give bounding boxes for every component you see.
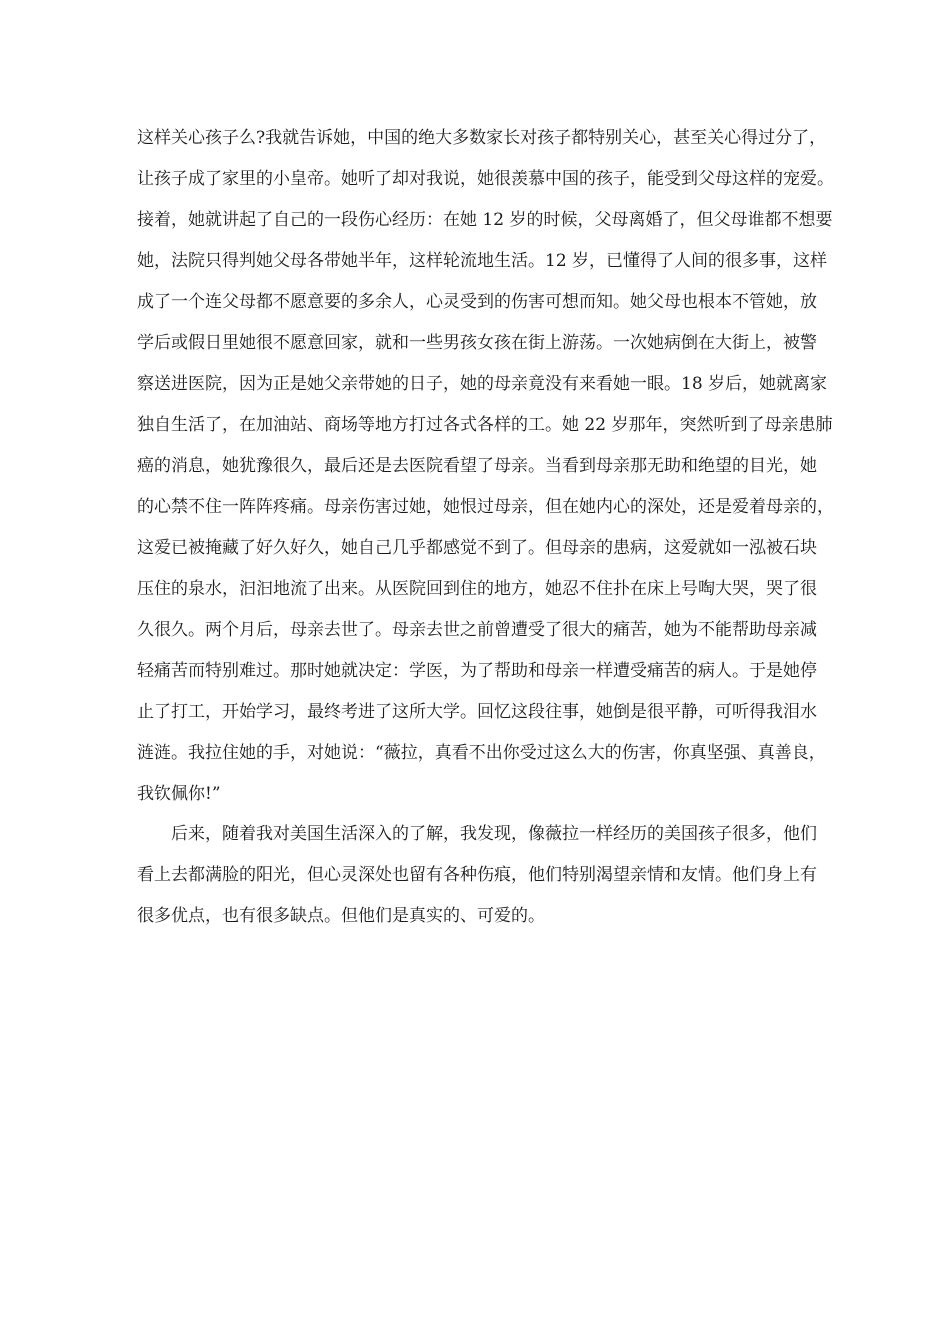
text-line: 看上去都满脸的阳光，但心灵深处也留有各种伤痕，他们特别渴望亲情和友情。他们身上有 — [137, 865, 817, 885]
text-line: 很多优点，也有很多缺点。但他们是真实的、可爱的。 — [137, 906, 545, 926]
text-line: 久很久。两个月后，母亲去世了。母亲去世之前曾遭受了很大的痛苦，她为不能帮助母亲减 — [137, 620, 817, 640]
text-line: 涟涟。我拉住她的手，对她说：“薇拉，真看不出你受过这么大的伤害，你真坚强、真善良， — [137, 743, 826, 763]
text-line: 后来，随着我对美国生活深入的了解，我发现，像薇拉一样经历的美国孩子很多，他们 — [171, 824, 817, 844]
text-line: 让孩子成了家里的小皇帝。她听了却对我说，她很羡慕中国的孩子，能受到父母这样的宠爱。 — [137, 169, 834, 189]
text-line: 这爱已被掩藏了好久好久，她自己几乎都感觉不到了。但母亲的患病，这爱就如一泓被石块 — [137, 538, 817, 558]
text-line: 学后或假日里她很不愿意回家，就和一些男孩女孩在街上游荡。一次她病倒在大街上，被警 — [137, 333, 817, 353]
text-line: 癌的消息，她犹豫很久，最后还是去医院看望了母亲。当看到母亲那无助和绝望的目光，她 — [137, 456, 817, 476]
text-line: 的心禁不住一阵阵疼痛。母亲伤害过她，她恨过母亲，但在她内心的深处，还是爱着母亲的， — [137, 497, 834, 517]
text-line: 这样关心孩子么?我就告诉她，中国的绝大多数家长对孩子都特别关心，甚至关心得过分了， — [137, 128, 827, 148]
text-line: 独自生活了，在加油站、商场等地方打过各式各样的工。她 22 岁那年，突然听到了母亲患肺 — [137, 415, 833, 435]
text-line: 止了打工，开始学习，最终考进了这所大学。回忆这段往事，她倒是很平静，可听得我泪水 — [137, 702, 817, 722]
paragraph-2 — [137, 814, 817, 937]
text-line: 轻痛苦而特别难过。那时她就决定：学医，为了帮助和母亲一样遭受痛苦的病人。于是她停 — [137, 661, 817, 681]
text-line: 成了一个连父母都不愿意要的多余人，心灵受到的伤害可想而知。她父母也根本不管她，放 — [137, 292, 817, 312]
text-line: 我钦佩你!” — [137, 784, 221, 804]
text-line: 察送进医院，因为正是她父亲带她的日子，她的母亲竟没有来看她一眼。18 岁后，她就离家 — [137, 374, 828, 394]
text-line: 她，法院只得判她父母各带她半年，这样轮流地生活。12 岁，已懂得了人间的很多事，这样 — [137, 251, 828, 271]
paragraph-1 — [137, 118, 834, 815]
text-line: 接着，她就讲起了自己的一段伤心经历：在她 12 岁的时候，父母离婚了，但父母谁都不想要 — [137, 210, 833, 230]
text-line: 压住的泉水，汩汩地流了出来。从医院回到住的地方，她忍不住扑在床上号啕大哭，哭了很 — [137, 579, 817, 599]
